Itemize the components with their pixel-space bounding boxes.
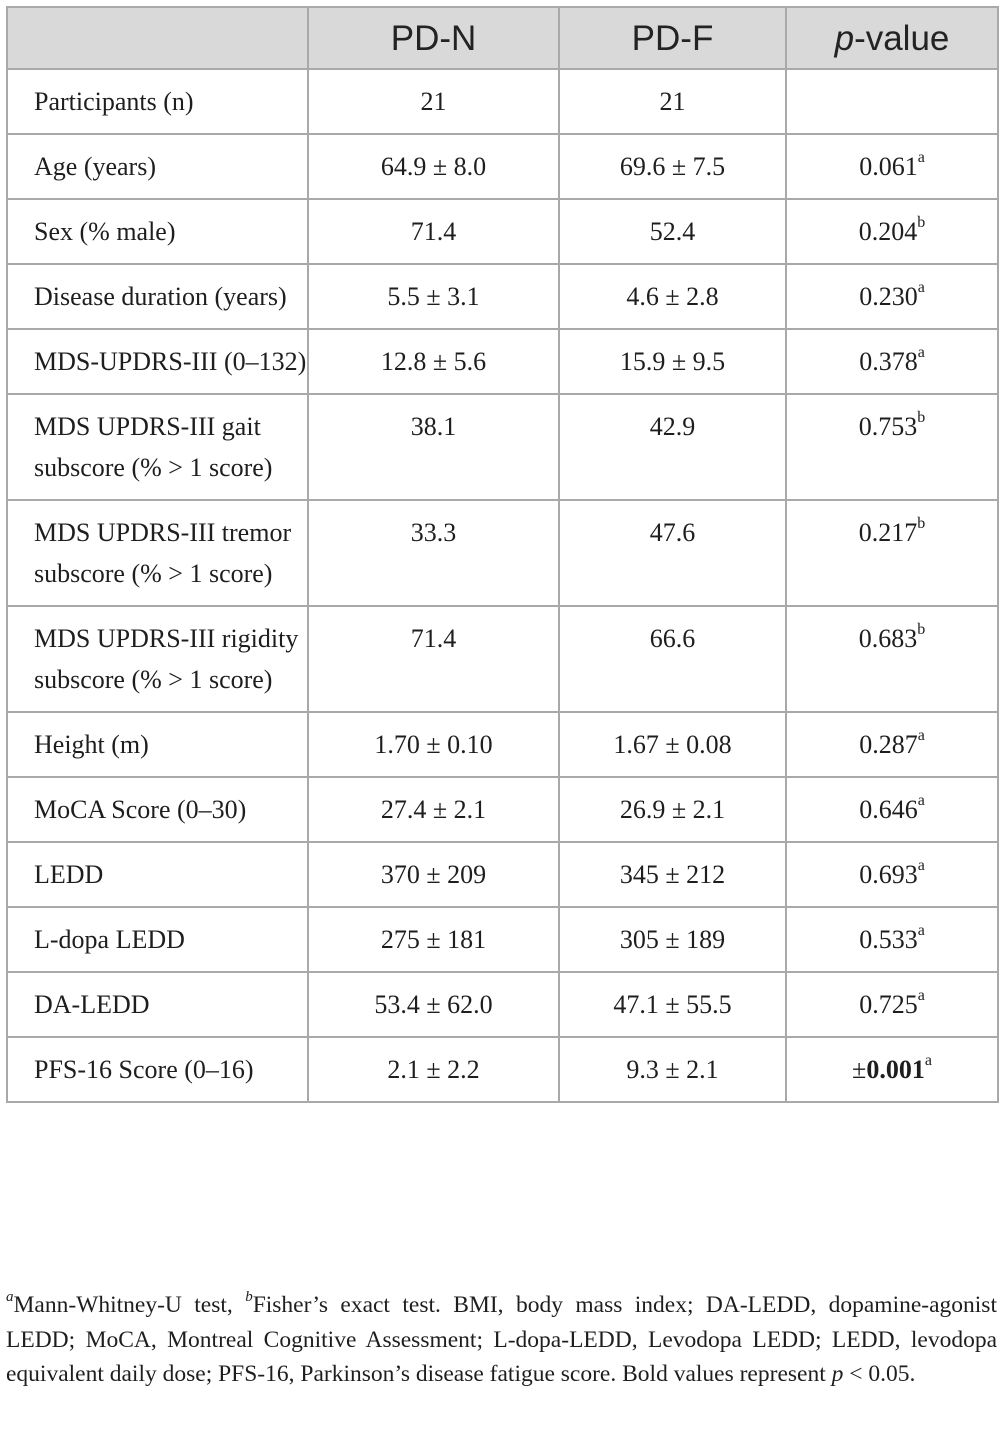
row-label: Height (m) [7, 712, 308, 777]
cell-pd-f: 305 ± 189 [559, 907, 786, 972]
cell-pd-f: 21 [559, 69, 786, 134]
p-value-number: 0.646 [859, 795, 918, 824]
cell-pd-f: 69.6 ± 7.5 [559, 134, 786, 199]
cell-p-value [786, 69, 998, 134]
table-row [7, 907, 998, 972]
cell-pd-f: 345 ± 212 [559, 842, 786, 907]
cell-p-value [786, 264, 998, 329]
p-value-test-marker: a [917, 149, 925, 167]
table-body [7, 69, 998, 1102]
cell-p-value [786, 972, 998, 1037]
footnote-sup-a: a [6, 1289, 14, 1306]
cell-pd-n: 53.4 ± 62.0 [308, 972, 559, 1037]
row-label: MDS UPDRS-III gait subscore (% > 1 score) [7, 394, 308, 500]
p-value-number: 0.378 [859, 347, 918, 376]
p-value-test-marker: a [917, 857, 925, 875]
cell-pd-f: 15.9 ± 9.5 [559, 329, 786, 394]
p-value-number: 0.001 [866, 1055, 925, 1084]
table-row [7, 1037, 998, 1102]
p-value-number: 0.753 [858, 412, 918, 441]
table-row [7, 394, 998, 500]
table-row [7, 199, 998, 264]
p-value-number: 0.204 [858, 217, 918, 246]
cell-pd-f: 1.67 ± 0.08 [559, 712, 786, 777]
footnote-text-b: Fisher’s exact test. BMI, body mass index; DA-LEDD, dopamine-agonist LEDD; MoCA, Montreal Cognitive Assessment; L-dopa-LEDD, Levodopa LEDD; LEDD, levodopa equivalent daily dose; PFS-16, Parkinson’s disease fatigue score. Bold values represent [6, 1292, 997, 1387]
table-row [7, 329, 998, 394]
cell-p-value [786, 777, 998, 842]
row-label: MDS UPDRS-III rigidity subscore (% > 1 score) [7, 606, 308, 712]
row-label: MDS UPDRS-III tremor subscore (% > 1 score) [7, 500, 308, 606]
row-label: Age (years) [7, 134, 308, 199]
p-value-test-marker: b [917, 515, 926, 533]
table-row [7, 134, 998, 199]
cell-p-value [786, 907, 998, 972]
data-table-container [6, 6, 997, 1103]
p-value-test-marker: a [917, 922, 925, 940]
p-value-number: 0.230 [859, 282, 918, 311]
header-p-rest: -value [854, 18, 950, 58]
header-blank [7, 7, 308, 69]
cell-pd-f: 47.6 [559, 500, 786, 606]
row-label: Participants (n) [7, 69, 308, 134]
footnote-p-italic: p [831, 1361, 844, 1387]
table-row [7, 842, 998, 907]
table-row [7, 712, 998, 777]
p-value-test-marker: b [917, 409, 926, 427]
header-pd-f: PD-F [559, 7, 786, 69]
footnote-sup-b: b [245, 1289, 253, 1306]
cell-pd-n: 12.8 ± 5.6 [308, 329, 559, 394]
row-label: MDS-UPDRS-III (0–132) [7, 329, 308, 394]
p-value-prefix: ± [852, 1055, 867, 1084]
cell-p-value [786, 842, 998, 907]
p-value-number: 0.683 [858, 624, 918, 653]
cell-pd-n: 5.5 ± 3.1 [308, 264, 559, 329]
p-value-number: 0.533 [859, 925, 918, 954]
cell-pd-f: 66.6 [559, 606, 786, 712]
cell-p-value [786, 500, 998, 606]
p-value-number: 0.693 [859, 860, 918, 889]
table-row [7, 606, 998, 712]
cell-pd-n: 64.9 ± 8.0 [308, 134, 559, 199]
cell-p-value [786, 199, 998, 264]
p-value-test-marker: a [917, 279, 925, 297]
cell-pd-n: 275 ± 181 [308, 907, 559, 972]
p-value-test-marker: a [917, 727, 925, 745]
table-row [7, 777, 998, 842]
p-value-test-marker: a [924, 1052, 932, 1070]
p-value-test-marker: a [917, 987, 925, 1005]
table-row [7, 69, 998, 134]
row-label: PFS-16 Score (0–16) [7, 1037, 308, 1102]
cell-pd-n: 71.4 [308, 606, 559, 712]
p-value-test-marker: b [917, 621, 926, 639]
p-value-number: 0.725 [859, 990, 918, 1019]
table-row [7, 264, 998, 329]
p-value-test-marker: a [917, 792, 925, 810]
cell-p-value [786, 712, 998, 777]
footnote-text-a: Mann-Whitney-U test, [13, 1292, 246, 1318]
cell-p-value [786, 134, 998, 199]
row-label: MoCA Score (0–30) [7, 777, 308, 842]
row-label: Sex (% male) [7, 199, 308, 264]
table-footnote [6, 1288, 997, 1392]
row-label: L-dopa LEDD [7, 907, 308, 972]
cell-p-value [786, 1037, 998, 1102]
header-p-value [786, 7, 998, 69]
cell-p-value [786, 394, 998, 500]
cell-pd-f: 4.6 ± 2.8 [559, 264, 786, 329]
table-row [7, 972, 998, 1037]
row-label: LEDD [7, 842, 308, 907]
cell-pd-n: 21 [308, 69, 559, 134]
cell-pd-n: 38.1 [308, 394, 559, 500]
table-header-row [7, 7, 998, 69]
cell-pd-f: 47.1 ± 55.5 [559, 972, 786, 1037]
header-pd-n: PD-N [308, 7, 559, 69]
patient-characteristics-table [6, 6, 999, 1103]
cell-p-value [786, 606, 998, 712]
cell-pd-n: 2.1 ± 2.2 [308, 1037, 559, 1102]
row-label: Disease duration (years) [7, 264, 308, 329]
p-value-number: 0.061 [859, 152, 918, 181]
cell-pd-f: 26.9 ± 2.1 [559, 777, 786, 842]
p-value-test-marker: b [917, 214, 926, 232]
cell-pd-f: 52.4 [559, 199, 786, 264]
cell-pd-n: 370 ± 209 [308, 842, 559, 907]
cell-pd-n: 27.4 ± 2.1 [308, 777, 559, 842]
table-row [7, 500, 998, 606]
p-value-test-marker: a [917, 344, 925, 362]
cell-pd-n: 1.70 ± 0.10 [308, 712, 559, 777]
footnote-text-end: < 0.05. [843, 1361, 916, 1387]
p-value-number: 0.217 [858, 518, 918, 547]
header-p-italic: p [834, 18, 855, 58]
row-label: DA-LEDD [7, 972, 308, 1037]
p-value-number: 0.287 [859, 730, 918, 759]
cell-pd-n: 71.4 [308, 199, 559, 264]
cell-pd-n: 33.3 [308, 500, 559, 606]
cell-pd-f: 9.3 ± 2.1 [559, 1037, 786, 1102]
cell-p-value [786, 329, 998, 394]
cell-pd-f: 42.9 [559, 394, 786, 500]
